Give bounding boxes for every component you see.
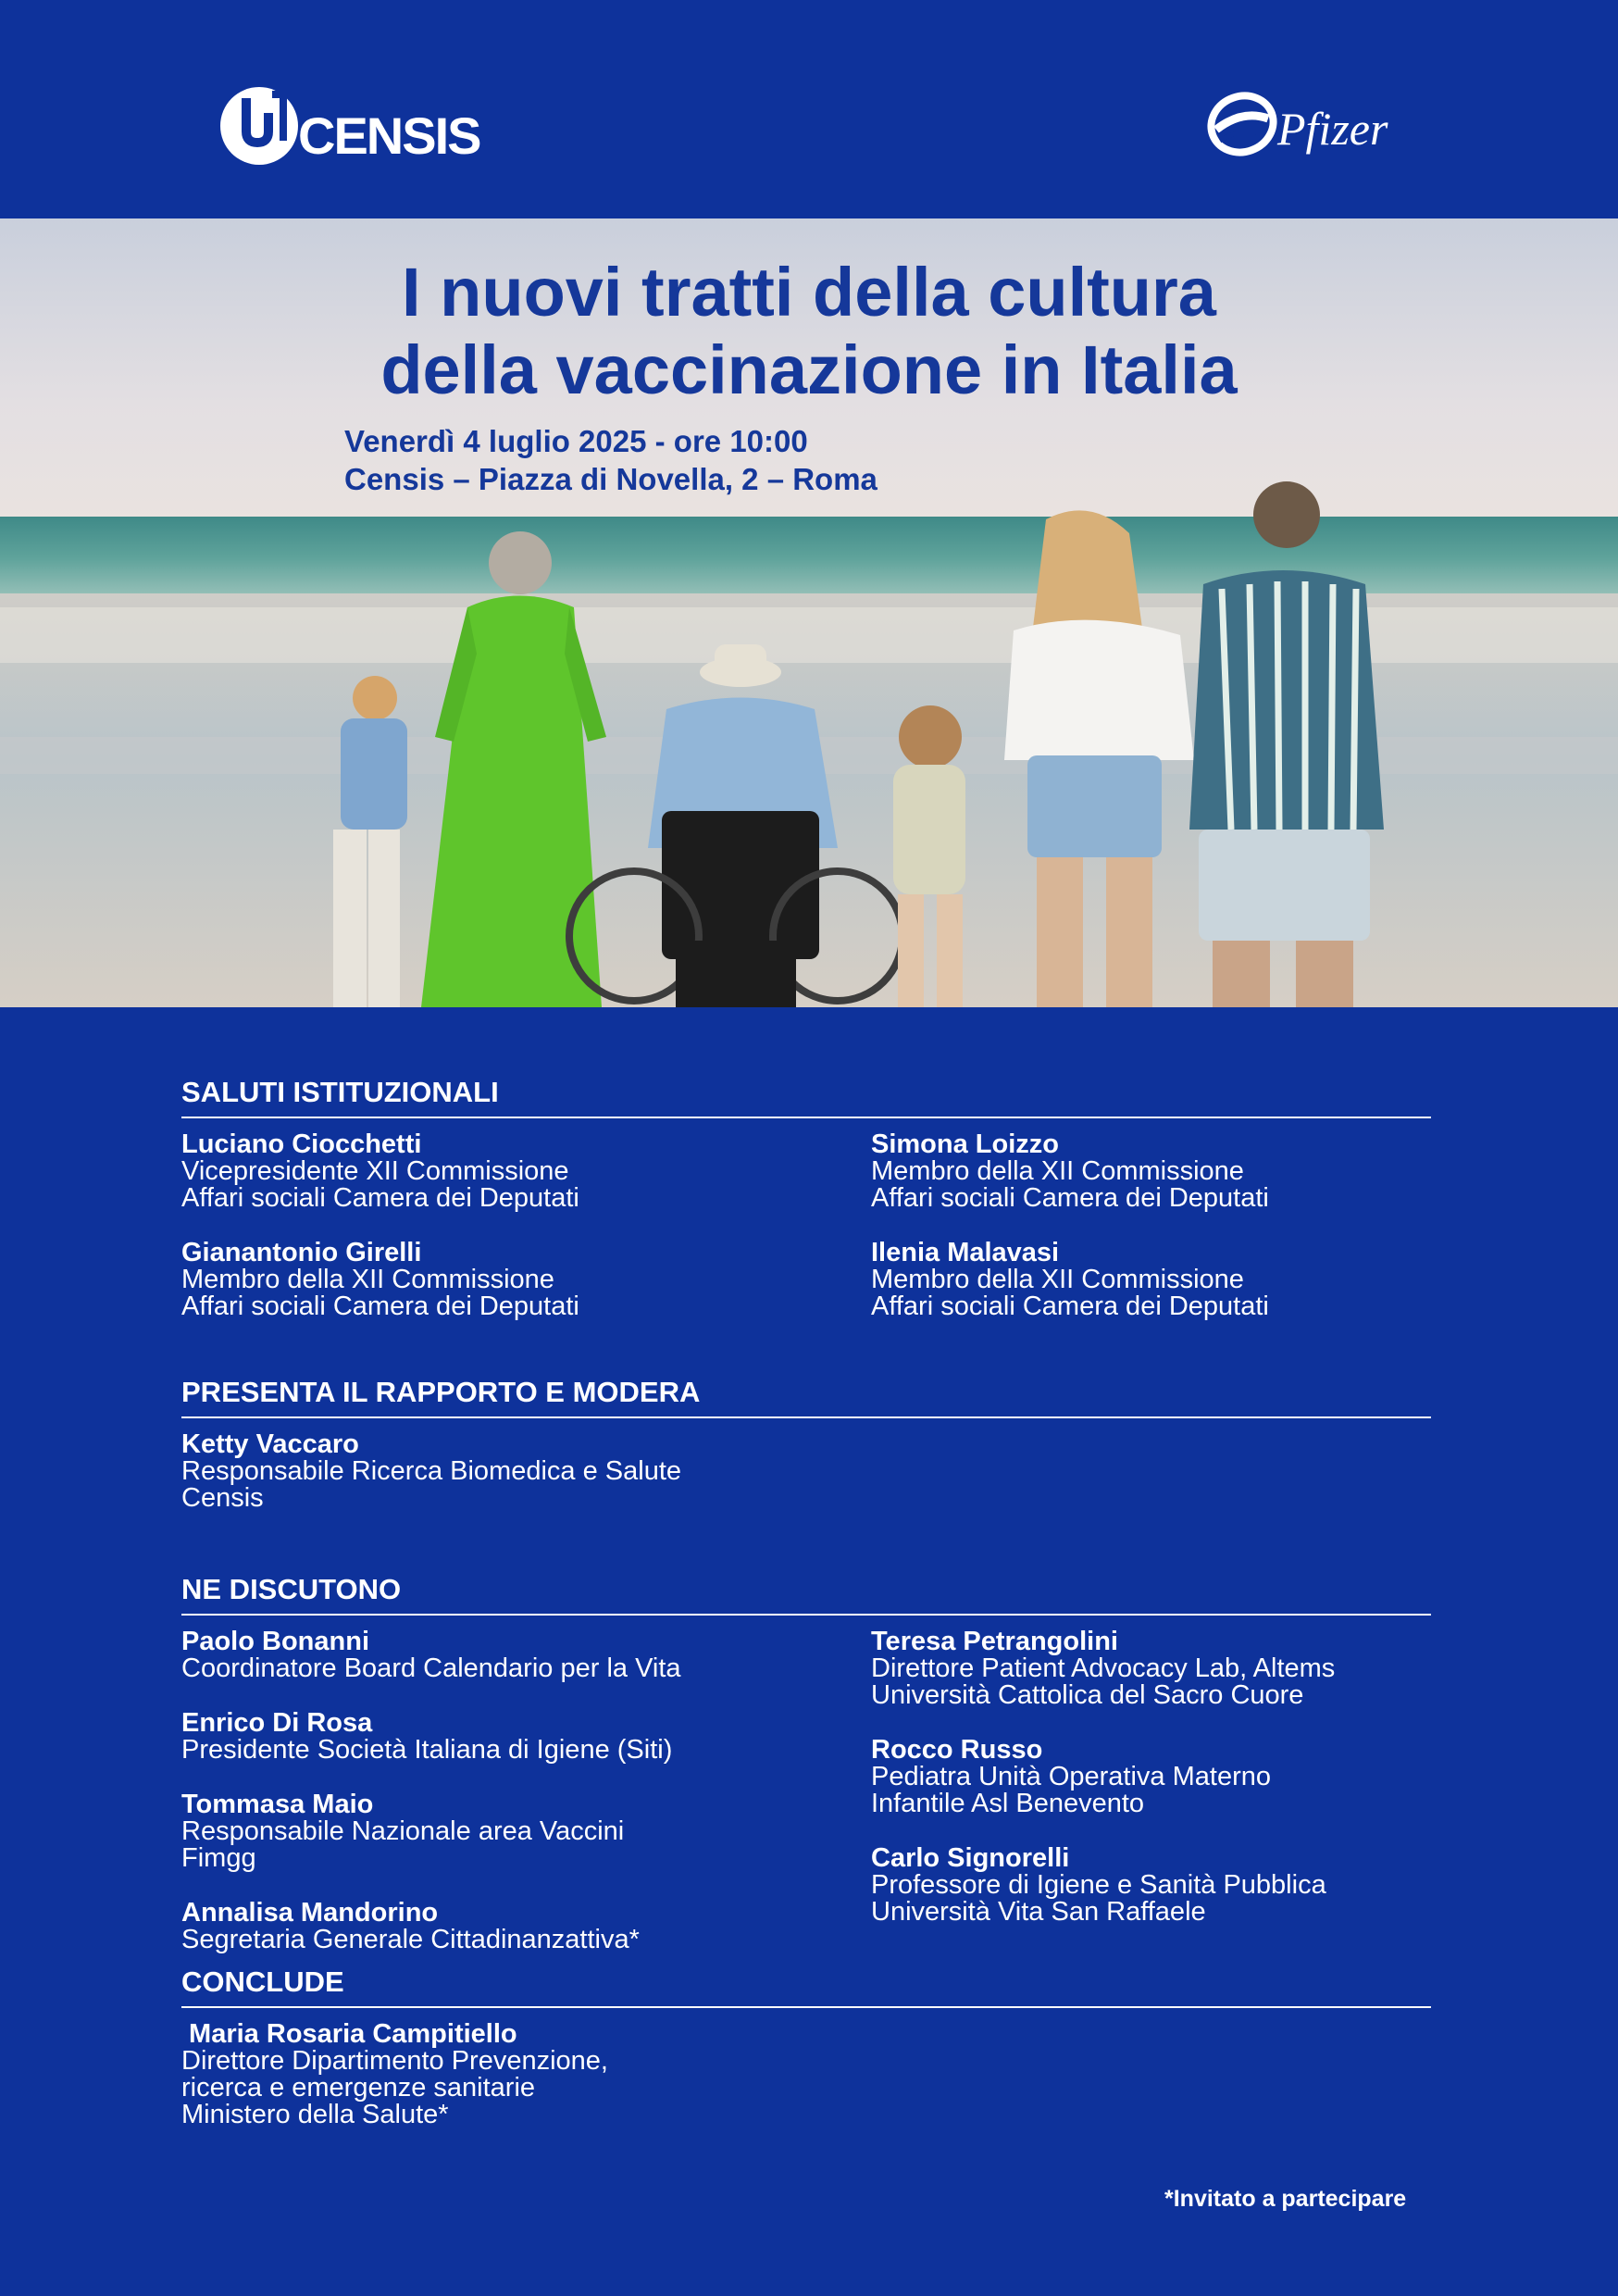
speaker-role: Presidente Società Italiana di Igiene (Siti) (181, 1735, 673, 1765)
section-saluti (181, 1074, 1431, 1374)
section-title: SALUTI ISTITUZIONALI (181, 1074, 1431, 1118)
event-date: Venerdì 4 luglio 2025 - ore 10:00 (344, 424, 808, 458)
speaker-name: Maria Rosaria Campitiello (181, 2019, 517, 2049)
section-conclude (181, 1964, 1431, 2149)
censis-logo-text: CENSIS (298, 106, 480, 165)
boy-figure (333, 676, 407, 1007)
section-title: CONCLUDE (181, 1964, 1431, 2008)
speaker (181, 1900, 848, 1953)
speaker (871, 1131, 1537, 1212)
speaker-role: Fimgg (181, 1843, 256, 1873)
speaker-role: Membro della XII Commissione (871, 1265, 1244, 1294)
speaker-name: Carlo Signorelli (871, 1843, 1070, 1873)
speaker (871, 1737, 1537, 1817)
speaker-role: Affari sociali Camera dei Deputati (871, 1183, 1269, 1213)
speaker-name: Gianantonio Girelli (181, 1238, 422, 1267)
pfizer-logo-mark-icon (1207, 89, 1277, 159)
speaker (871, 1845, 1537, 1926)
speaker-name: Ketty Vaccaro (181, 1429, 359, 1459)
pfizer-logo (1207, 85, 1411, 168)
speaker-role: Responsabile Ricerca Biomedica e Salute (181, 1456, 682, 1486)
speaker (181, 1628, 848, 1682)
speaker-role: Affari sociali Camera dei Deputati (181, 1292, 579, 1321)
event-details (344, 422, 877, 498)
speaker-role: Membro della XII Commissione (871, 1156, 1244, 1186)
event-title (0, 254, 1618, 409)
header-bar (0, 0, 1618, 218)
speaker-role: Affari sociali Camera dei Deputati (871, 1292, 1269, 1321)
speaker-name: Annalisa Mandorino (181, 1898, 439, 1928)
section-discutono (181, 1571, 1431, 1964)
speaker-role: Censis (181, 1483, 264, 1513)
speaker-role: Responsabile Nazionale area Vaccini (181, 1816, 625, 1846)
speaker (181, 1710, 848, 1764)
speaker-role: Università Cattolica del Sacro Cuore (871, 1680, 1304, 1710)
speaker-name: Teresa Petrangolini (871, 1627, 1118, 1656)
speaker-name: Ilenia Malavasi (871, 1238, 1060, 1267)
speaker-name: Simona Loizzo (871, 1129, 1059, 1159)
section-title: PRESENTA IL RAPPORTO E MODERA (181, 1374, 1431, 1418)
speaker-role: Direttore Patient Advocacy Lab, Altems (871, 1653, 1336, 1683)
speaker-role: Pediatra Unità Operativa Materno (871, 1762, 1271, 1791)
hero-banner (0, 218, 1618, 1007)
speaker (181, 1240, 848, 1320)
speaker (181, 1131, 848, 1212)
program (181, 1074, 1431, 2149)
speaker (871, 1240, 1537, 1320)
section-presenta (181, 1374, 1431, 1571)
speaker-role: Membro della XII Commissione (181, 1265, 554, 1294)
event-place: Censis – Piazza di Novella, 2 – Roma (344, 462, 877, 496)
censis-logo (218, 85, 480, 168)
speaker-role: Ministero della Salute* (181, 2100, 449, 2129)
speaker-name: Luciano Ciocchetti (181, 1129, 422, 1159)
speaker-role: Affari sociali Camera dei Deputati (181, 1183, 579, 1213)
footnote: *Invitato a partecipare (1164, 2186, 1407, 2212)
speaker (181, 2021, 848, 2128)
speaker-role: Segretaria Generale Cittadinanzattiva* (181, 1925, 640, 1954)
speaker (181, 1431, 848, 1512)
speaker-role: ricerca e emergenze sanitarie (181, 2073, 536, 2103)
section-title: NE DISCUTONO (181, 1571, 1431, 1616)
event-title-line1: I nuovi tratti della cultura (402, 254, 1216, 331)
pfizer-logo-text: Pfizer (1277, 103, 1388, 155)
speaker-role: Coordinatore Board Calendario per la Vita (181, 1653, 681, 1683)
speaker-role: Università Vita San Raffaele (871, 1897, 1206, 1927)
speaker-role: Professore di Igiene e Sanità Pubblica (871, 1870, 1326, 1900)
speaker (181, 1791, 848, 1872)
censis-logo-mark-icon (218, 85, 300, 167)
speaker-name: Rocco Russo (871, 1735, 1043, 1765)
event-title-line2: della vaccinazione in Italia (380, 331, 1238, 408)
speaker-name: Paolo Bonanni (181, 1627, 369, 1656)
speaker-name: Tommasa Maio (181, 1790, 374, 1819)
speaker (871, 1628, 1537, 1709)
speaker-role: Infantile Asl Benevento (871, 1789, 1145, 1818)
speaker-role: Vicepresidente XII Commissione (181, 1156, 569, 1186)
speaker-role: Direttore Dipartimento Prevenzione, (181, 2046, 608, 2076)
speaker-name: Enrico Di Rosa (181, 1708, 373, 1738)
